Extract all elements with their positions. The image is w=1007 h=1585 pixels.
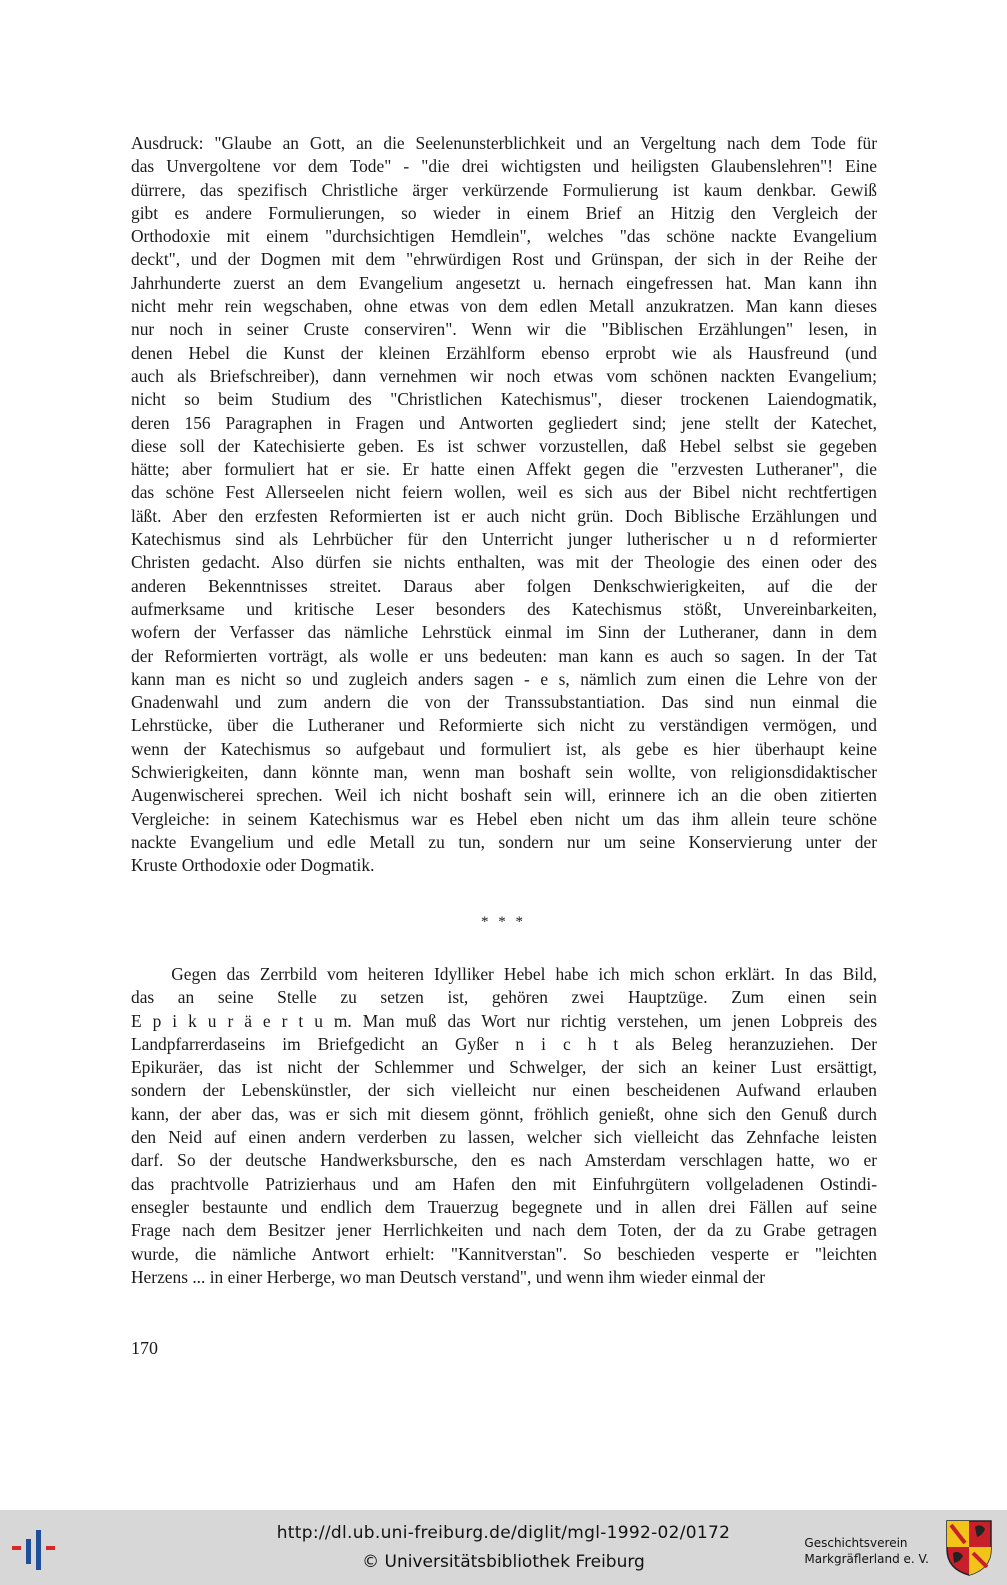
paragraph-1-line: Gnadenwahl und zum andern die von der Transsubstantiation. Das sind nun einmal die <box>131 692 877 713</box>
paragraph-1-line: Vergleiche: in seinem Katechismus war es Hebel eben nicht um das ihm allein teure schöne <box>131 808 877 829</box>
paragraph-1-line: gibt es andere Formulierungen, so wieder in einem Brief an Hitzig den Vergleich der <box>131 202 877 223</box>
section-separator: * * * <box>481 914 526 930</box>
paragraph-2-line: darf. So der deutsche Handwerksbursche, den es nach Amsterdam verschlagen hatte, wo er <box>131 1150 877 1171</box>
paragraph-1-line: Jahrhunderte zuerst an dem Evangelium angesetzt u. hernach eingefressen hat. Man kann ihn <box>131 272 877 293</box>
paragraph-1-line: hätte; aber formuliert hat er sie. Er hatte einen Affekt gegen die "erzvesten Lutheraner", die <box>131 459 877 480</box>
paragraph-1-line: Kruste Orthodoxie oder Dogmatik. <box>131 855 375 876</box>
paragraph-1-line: denen Hebel die Kunst der kleinen Erzählform ebenso erprobt wie als Hausfreund (und <box>131 342 877 363</box>
coat-of-arms-icon <box>945 1519 993 1577</box>
paragraph-2-line: den Neid auf einen andern verderben zu lassen, welcher sich vielleicht das Zehnfache leisten <box>131 1127 877 1148</box>
paragraph-1-line: Orthodoxie mit einem "durchsichtigen Hemdlein", welches "das schöne nackte Evangelium <box>131 226 877 247</box>
society-line-1: Geschichtsverein <box>804 1536 908 1550</box>
paragraph-2 <box>131 963 877 1289</box>
paragraph-1-line: nackte Evangelium und edle Metall zu tun, sondern nur um seine Konservierung unter der <box>131 831 877 852</box>
paragraph-1-line: deren 156 Paragraphen in Fragen und Antworten gegliedert sind; jene stellt der Katechet, <box>131 412 877 433</box>
paragraph-1-line: wofern der Verfasser das nämliche Lehrstück einmal im Sinn der Lutheraner, dann in dem <box>131 622 877 643</box>
paragraph-2-line: wurde, die nämliche Antwort erhielt: "Kannitverstan". So beschieden vesperte er "leichten <box>131 1243 877 1264</box>
paragraph-1-line: dürrere, das spezifisch Christliche ärger verkürzende Formulierung ist kaum denkbar. Gewiß <box>131 179 877 200</box>
paragraph-2-line: E p i k u r ä e r t u m. Man muß das Wort nur richtig verstehen, um jenen Lobpreis des <box>131 1010 877 1031</box>
paragraph-1-line: deckt", und der Dogmen mit dem "ehrwürdigen Rost und Grünspan, der sich in der Reihe der <box>131 249 877 270</box>
paragraph-2-line: Gegen das Zerrbild vom heiteren Idylliker Hebel habe ich mich schon erklärt. In das Bild, <box>131 964 877 984</box>
paragraph-1-line: nur noch in seiner Cruste conserviren". Wenn wir die "Biblischen Erzählungen" lesen, in <box>131 319 877 340</box>
paragraph-1-line: kann man es nicht so und zugleich anders sagen - e s, nämlich zum einen die Lehre von der <box>131 668 877 689</box>
society-name <box>804 1535 929 1567</box>
paragraph-2-line: sondern der Lebenskünstler, der sich vielleicht nur einen bescheidenen Aufwand erlauben <box>131 1080 877 1101</box>
paragraph-1-line: Christen gedacht. Also dürfen sie nichts enthalten, was mit der Theologie des einen oder des <box>131 552 877 573</box>
paragraph-2-line: kann, der aber das, was er sich mit diesem gönnt, fröhlich genießt, ohne sich den Genuß durch <box>131 1103 877 1124</box>
paragraph-2-line: Herzens ... in einer Herberge, wo man Deutsch verstand", und wenn ihm wieder einmal der <box>131 1266 766 1287</box>
paragraph-2-line: das an seine Stelle zu setzen ist, gehören zwei Hauptzüge. Zum einen sein <box>131 987 877 1008</box>
paragraph-1-line: nicht mehr rein wegschaben, ohne etwas von dem edlen Metall anzukratzen. Man kann dieses <box>131 296 877 317</box>
copyright-text: © Universitätsbibliothek Freiburg <box>362 1552 645 1572</box>
paragraph-1-line: nicht so beim Studium des "Christlichen Katechismus", dieser trockenen Laiendogmatik, <box>131 389 877 410</box>
paragraph-1-line: das schöne Fest Allerseelen nicht feiern wollen, weil es sich aus der Bibel nicht rechtfertigen <box>131 482 877 503</box>
paragraph-2-line: Frage nach dem Besitzer jener Herrlichkeiten und nach dem Toten, der da zu Grabe getragen <box>131 1220 877 1241</box>
paragraph-1-line: wenn der Katechismus so aufgebaut und formuliert ist, als gebe es hier überhaupt keine <box>131 738 877 759</box>
paragraph-1-line: läßt. Aber den erzfesten Reformierten ist er auch nicht grün. Doch Biblische Erzählungen und <box>131 505 877 526</box>
paragraph-1-line: Katechismus sind als Lehrbücher für den Unterricht junger lutherischer u n d reformierter <box>131 529 877 550</box>
paragraph-1-line: anderen Bekenntnisses streitet. Daraus aber folgen Denkschwierigkeiten, auf die der <box>131 575 877 596</box>
paragraph-2-line: ensegler bestaunte und endlich dem Trauerzug begegnete und in allen drei Fällen auf seine <box>131 1196 877 1217</box>
paragraph-2-line: Landpfarrerdaseins im Briefgedicht an Gyßer n i c h t als Beleg heranzuziehen. Der <box>131 1033 877 1054</box>
paragraph-2-line: das prachtvolle Patrizierhaus und am Hafen den mit Einfuhrgütern vollgeladenen Ostindi- <box>131 1173 877 1194</box>
permalink-url[interactable]: http://dl.ub.uni-freiburg.de/diglit/mgl-1992-02/0172 <box>276 1523 731 1543</box>
society-line-2: Markgräflerland e. V. <box>804 1552 929 1566</box>
footer-bar <box>0 1510 1007 1585</box>
paragraph-1 <box>131 132 877 878</box>
paragraph-1-line: der Reformierten vorträgt, als wolle er uns bedeuten: man kann es auch so sagen. In der Tat <box>131 645 877 666</box>
paragraph-1-line: Lehrstücke, über die Lutheraner und Reformierte sich nicht zu verständigen vermögen, und <box>131 715 877 736</box>
paragraph-1-line: Ausdruck: "Glaube an Gott, an die Seelenunsterblichkeit und an Vergeltung nach dem Tode für <box>131 133 877 153</box>
paragraph-1-line: aufmerksame und kritische Leser besonders des Katechismus stößt, Unvereinbarkeiten, <box>131 598 877 619</box>
paragraph-2-line: Epikuräer, das ist nicht der Schlemmer und Schwelger, der sich an keiner Lust ersättigt, <box>131 1057 877 1078</box>
paragraph-1-line: Schwierigkeiten, dann könnte man, wenn man boshaft sein wollte, von religionsdidaktischer <box>131 762 877 783</box>
paragraph-1-line: Augenwischerei sprechen. Weil ich nicht boshaft sein will, erinnere ich an die oben zitierten <box>131 785 877 806</box>
page-number: 170 <box>131 1338 158 1358</box>
paragraph-1-line: diese soll der Katechisierte geben. Es ist schwer vorzustellen, daß Hebel selbst sie gegeben <box>131 435 877 456</box>
paragraph-1-line: auch als Briefschreiber), dann vernehmen wir noch etwas vom schönen nackten Evangelium; <box>131 365 877 386</box>
paragraph-1-line: das Unvergoltene vor dem Tode" - "die drei wichtigsten und heiligsten Glaubenslehren"! Eine <box>131 156 877 177</box>
